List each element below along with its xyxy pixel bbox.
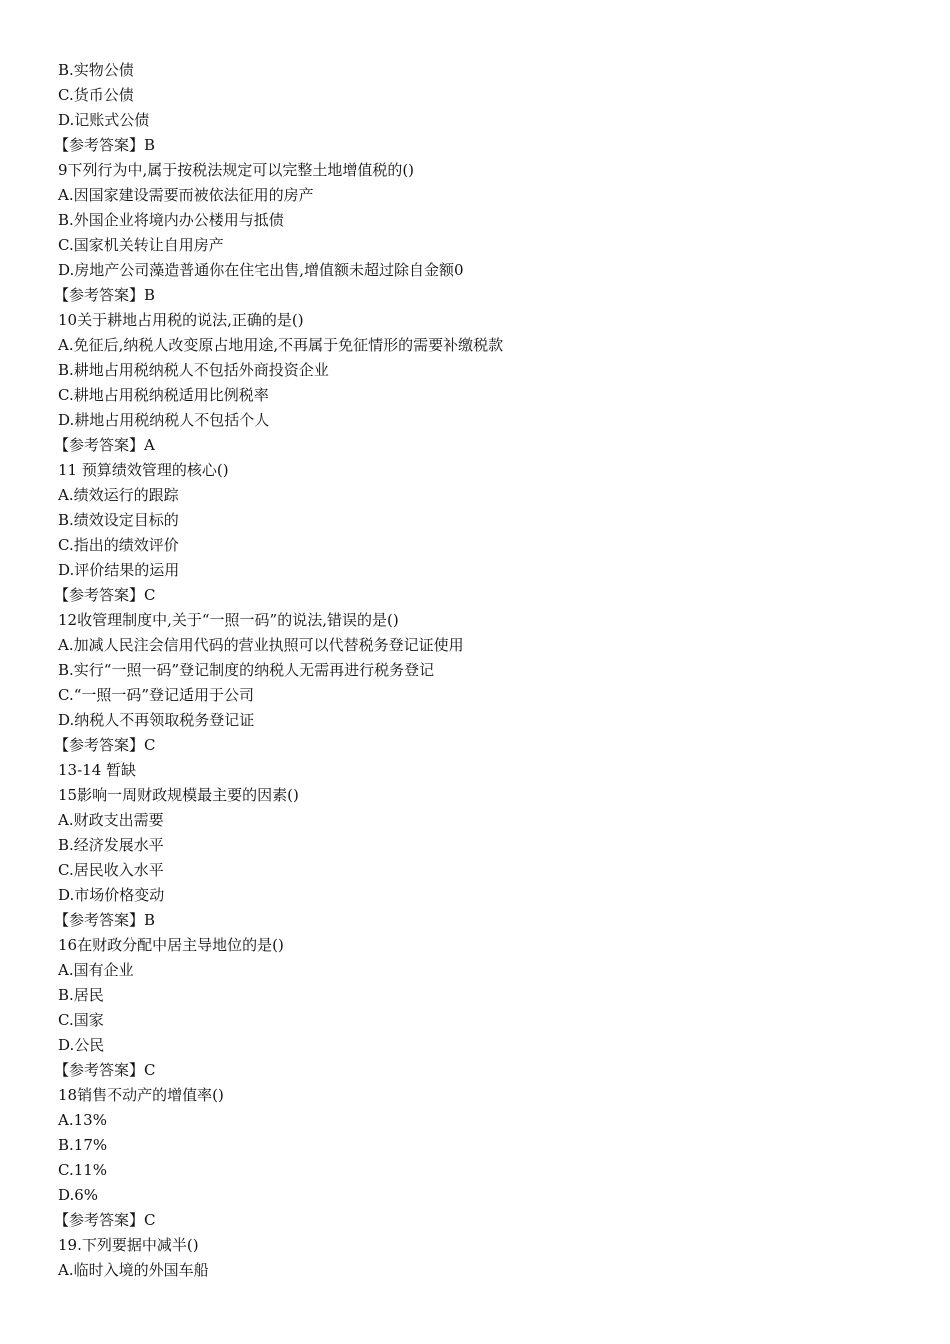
question-text: 12收管理制度中,关于“一照一码”的说法,错误的是() — [58, 611, 399, 629]
answer-option: C.居民收入水平 — [58, 861, 164, 879]
answer-option: D.市场价格变动 — [58, 886, 165, 904]
section-note: 13-14 暂缺 — [58, 761, 137, 779]
answer-option: C.“一照一码”登记适用于公司 — [58, 686, 255, 704]
answer-option: D.6% — [58, 1186, 99, 1204]
question-text: 9下列行为中,属于按税法规定可以完整土地增值税的() — [58, 161, 415, 179]
reference-answer: 【参考答案】B — [54, 911, 156, 929]
answer-option: A.绩效运行的跟踪 — [58, 486, 179, 504]
reference-answer: 【参考答案】B — [54, 286, 156, 304]
answer-option: C.指出的绩效评价 — [58, 536, 179, 554]
reference-answer: 【参考答案】C — [54, 586, 156, 604]
answer-option: D.记账式公债 — [58, 111, 150, 129]
answer-option: A.加减人民注会信用代码的营业执照可以代替税务登记证使用 — [58, 636, 464, 654]
answer-option: B.实物公债 — [58, 61, 134, 79]
answer-option: A.财政支出需要 — [58, 811, 164, 829]
answer-option: D.耕地占用税纳税人不包括个人 — [58, 411, 270, 429]
question-text: 19.下列要据中减半() — [58, 1236, 199, 1254]
answer-option: A.临时入境的外国车船 — [58, 1261, 209, 1279]
answer-option: C.11% — [58, 1161, 108, 1179]
answer-option: C.货币公债 — [58, 86, 134, 104]
reference-answer: 【参考答案】A — [54, 436, 155, 454]
answer-option: B.外国企业将境内办公楼用与抵债 — [58, 211, 284, 229]
answer-option: D.评价结果的运用 — [58, 561, 180, 579]
question-text: 10关于耕地占用税的说法,正确的是() — [58, 311, 304, 329]
answer-option: B.耕地占用税纳税人不包括外商投资企业 — [58, 361, 329, 379]
answer-option: B.经济发展水平 — [58, 836, 164, 854]
answer-option: A.国有企业 — [58, 961, 134, 979]
reference-answer: 【参考答案】B — [54, 136, 156, 154]
answer-option: C.国家 — [58, 1011, 104, 1029]
answer-option: B.居民 — [58, 986, 104, 1004]
document-page — [54, 58, 918, 1283]
answer-option: D.纳税人不再领取税务登记证 — [58, 711, 255, 729]
question-text: 16在财政分配中居主导地位的是() — [58, 936, 284, 954]
question-text: 18销售不动产的增值率() — [58, 1086, 224, 1104]
answer-option: B.实行“一照一码”登记制度的纳税人无需再进行税务登记 — [58, 661, 435, 679]
answer-option: D.公民 — [58, 1036, 105, 1054]
answer-option: C.耕地占用税纳税适用比例税率 — [58, 386, 269, 404]
question-text: 11 预算绩效管理的核心() — [58, 461, 229, 479]
answer-option: A.13% — [58, 1111, 107, 1129]
reference-answer: 【参考答案】C — [54, 1211, 156, 1229]
question-text: 15影响一周财政规模最主要的因素() — [58, 786, 299, 804]
answer-option: C.国家机关转让自用房产 — [58, 236, 224, 254]
answer-option: D.房地产公司藻造普通你在住宅出售,增值额未超过除自金额0 — [58, 261, 464, 279]
answer-option: A.免征后,纳税人改变原占地用途,不再属于免征情形的需要补缴税款 — [58, 336, 504, 354]
answer-option: B.17% — [58, 1136, 108, 1154]
answer-option: B.绩效设定目标的 — [58, 511, 179, 529]
answer-option: A.因国家建设需要而被依法征用的房产 — [58, 186, 314, 204]
reference-answer: 【参考答案】C — [54, 736, 156, 754]
reference-answer: 【参考答案】C — [54, 1061, 156, 1079]
